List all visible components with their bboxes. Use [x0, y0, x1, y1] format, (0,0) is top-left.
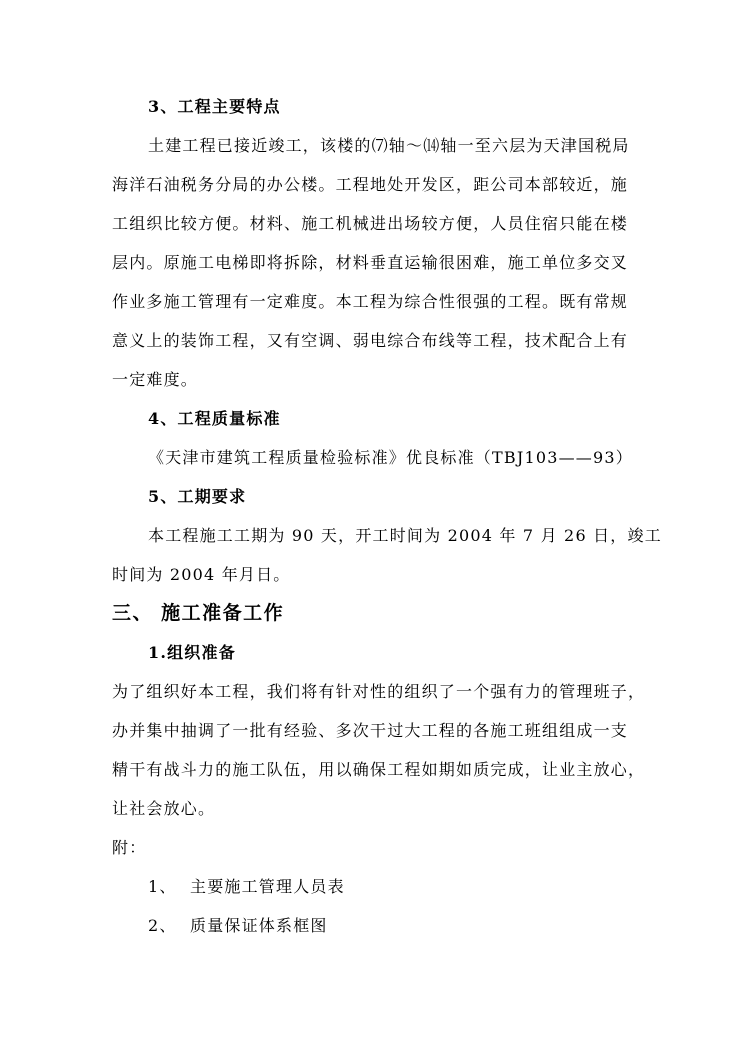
appendix-label: 附：	[112, 838, 147, 857]
paragraph-line: 本工程施工工期为 90 天，开工时间为 2004 年 7 月 26 日，竣工	[148, 526, 662, 545]
paragraph-line: 作业多施工管理有一定难度。本工程为综合性很强的工程。既有常规	[112, 292, 629, 311]
paragraph-line: 为了组织好本工程，我们将有针对性的组织了一个强有力的管理班子，	[112, 682, 646, 701]
appendix-item-number: 2、	[148, 916, 177, 935]
paragraph-line: 海洋石油税务分局的办公楼。工程地处开发区，距公司本部较近，施	[112, 175, 629, 194]
appendix-item-text: 质量保证体系框图	[190, 916, 328, 935]
paragraph-line: 精干有战斗力的施工队伍，用以确保工程如期如质完成，让业主放心，	[112, 760, 646, 779]
appendix-item-number: 1、	[148, 877, 177, 896]
section-heading-4: 4、工程质量标准	[148, 409, 281, 428]
subsection-heading: 1.组织准备	[148, 643, 236, 662]
paragraph-line: 时间为 2004 年月日。	[112, 565, 291, 584]
paragraph-line: 一定难度。	[112, 370, 199, 389]
paragraph-line: 办并集中抽调了一批有经验、多次干过大工程的各施工班组组成一支	[112, 721, 629, 740]
paragraph-line: 让社会放心。	[112, 799, 216, 818]
paragraph-line: 意义上的装饰工程，又有空调、弱电综合布线等工程，技术配合上有	[112, 331, 629, 350]
paragraph-line: 土建工程已接近竣工，该楼的⑺轴～⒁轴一至六层为天津国税局	[148, 136, 630, 155]
appendix-item-text: 主要施工管理人员表	[190, 877, 345, 896]
paragraph-line: 工组织比较方便。材料、施工机械进出场较方便，人员住宿只能在楼	[112, 214, 629, 233]
paragraph-line: 层内。原施工电梯即将拆除，材料垂直运输很困难，施工单位多交叉	[112, 253, 629, 272]
chapter-heading: 三、 施工准备工作	[112, 602, 285, 624]
section-heading-5: 5、工期要求	[148, 487, 247, 506]
paragraph-line: 《天津市建筑工程质量检验标准》优良标准（TBJ103——93）	[148, 448, 633, 467]
section-heading-3: 3、工程主要特点	[148, 97, 281, 116]
